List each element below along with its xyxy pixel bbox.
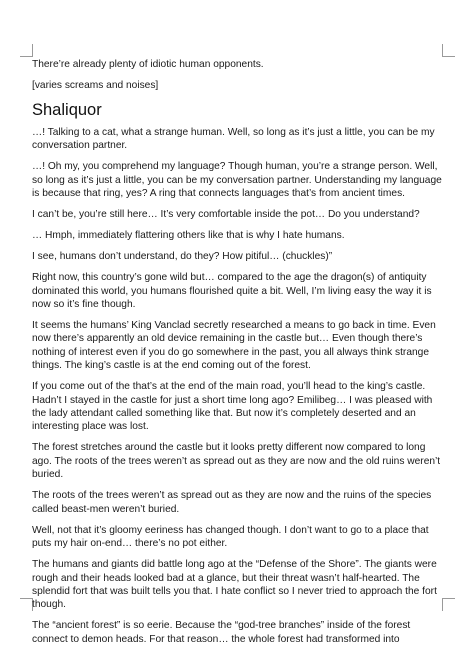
paragraph: The humans and giants did battle long ago at the “Defense of the Shore”. The giants were rough and their heads looked bad at a glance, but their threat wasn’t half-hearted. The splendid fort that was built tells you that. I hate conflict so I never tried to approach the fort though. <box>32 559 437 611</box>
paragraph: If you come out of the that’s at the end of the main road, you’ll head to the king’s castle. Hadn’t I stayed in the castle for just a short time long ago? Emilibeg… I was pleased with the lady attendant called something like that. But now it’s completely deserted and an interesting place was lost. <box>32 381 433 433</box>
paragraph: There’re already plenty of idiotic human opponents. <box>32 59 264 70</box>
crop-mark-top-right <box>442 44 455 57</box>
paragraph: The forest stretches around the castle but it looks pretty different now compared to long ago. The roots of the trees weren’t as spread out as they are now and the old ruins weren’t buried. <box>32 442 441 481</box>
paragraph: The “ancient forest” is so eerie. Because the “god-tree branches” inside of the forest connect to demon heads. For that reason… the whole forest had transformed into <box>32 620 411 645</box>
crop-mark-top-left <box>20 44 33 57</box>
section-heading: Shaliquor <box>32 101 102 119</box>
paragraph: I can’t be, you’re still here… It’s very comfortable inside the pot… Do you understand? <box>32 209 420 221</box>
document-body <box>32 58 444 654</box>
paragraph: The roots of the trees weren’t as spread out as they are now and the ruins of the species called beast-men weren’t buried. <box>32 490 432 515</box>
paragraph: …! Oh my, you comprehend my language? Though human, you’re a strange person. Well, so long as it’s just a little, you can be my conversation partner. Understanding my language is because that ring, yes? A ring that connects languages that’s from ancient times. <box>32 161 442 200</box>
paragraph: It seems the humans’ King Vanclad secretly researched a means to go back in time. Even now there’s apparently an old device remaining in the castle but… Even though there’s nothing of interest even if you do go somewhere in the past, you all always think strange things. The king’s castle is at the end coming out of the forest. <box>32 320 436 372</box>
paragraph: Right now, this country’s gone wild but… compared to the age the dragon(s) of antiquity dominated this world, you humans flourished quite a bit. Well, I’m living easy the way it is now so it’s fine though. <box>32 272 432 311</box>
paragraph: Well, not that it’s gloomy eeriness has changed though. I don’t want to go to a place that puts my hair on-end… there’s no pot either. <box>32 524 429 550</box>
paragraph: I see, humans don’t understand, do they? How pitiful… (chuckles)” <box>32 251 333 263</box>
paragraph: …! Talking to a cat, what a strange human. Well, so long as it’s just a little, you can be my conversation partner. <box>32 127 435 152</box>
paragraph: … Hmph, immediately flattering others like that is why I hate humans. <box>32 230 345 242</box>
paragraph: [varies screams and noises] <box>32 80 159 91</box>
